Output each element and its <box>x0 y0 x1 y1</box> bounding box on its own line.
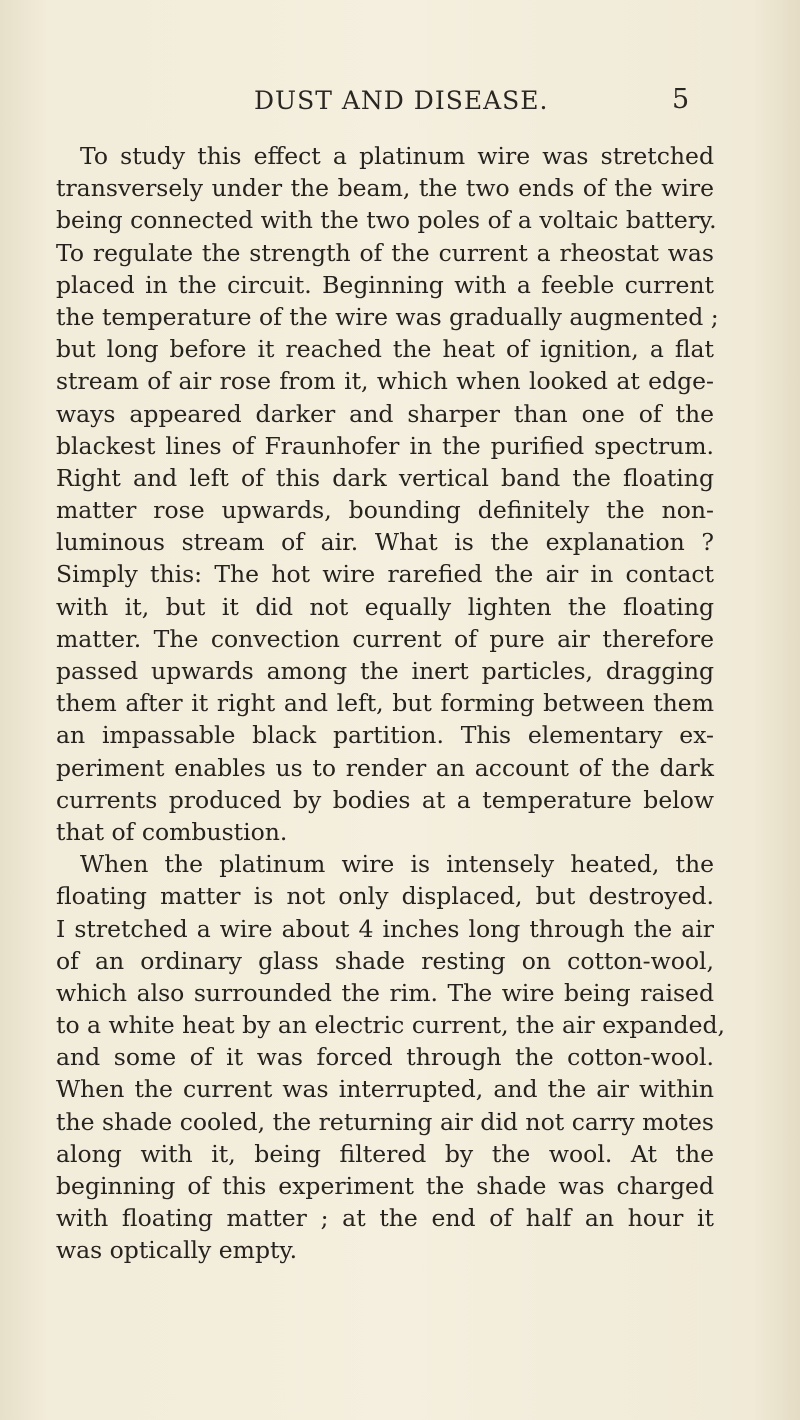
text-line: When the current was interrupted, and the air within <box>56 1075 714 1104</box>
text-line: To study this effect a platinum wire was stretched <box>80 142 714 170</box>
text-line: placed in the circuit. Beginning with a feeble current <box>56 270 714 299</box>
text-line: currents produced by bodies at a temperature below <box>56 785 714 814</box>
body-text <box>56 140 726 1267</box>
text-line: luminous stream of air. What is the explanation ? <box>56 528 714 557</box>
text-line: the temperature of the wire was gradually augmented ; <box>56 302 719 331</box>
text-line: with it, but it did not equally lighten the floating <box>56 592 714 621</box>
page-number: 5 <box>672 84 690 115</box>
text-line: matter. The convection current of pure air therefore <box>56 624 714 653</box>
text-line: was optically empty. <box>56 1236 298 1265</box>
text-line: and some of it was forced through the cotton-wool. <box>56 1043 714 1072</box>
text-line: stream of air rose from it, which when looked at edge- <box>56 367 714 396</box>
text-line: to a white heat by an electric current, the air expanded, <box>56 1011 726 1040</box>
text-line: Simply this: The hot wire rarefied the air in contact <box>56 560 714 589</box>
text-line: an impassable black partition. This elementary ex- <box>56 721 714 750</box>
text-line: matter rose upwards, bounding definitely the non- <box>56 496 714 525</box>
text-line: ways appeared darker and sharper than one of the <box>56 399 714 428</box>
running-title: DUST AND DISEASE. <box>254 86 549 115</box>
text-line: floating matter is not only displaced, but destroyed. <box>56 882 714 911</box>
text-line: blackest lines of Fraunhofer in the purified spectrum. <box>56 431 714 460</box>
text-line: I stretched a wire about 4 inches long through the air <box>56 914 714 943</box>
text-line: being connected with the two poles of a voltaic battery. <box>56 206 717 235</box>
text-line: along with it, being filtered by the wool. At the <box>56 1139 714 1168</box>
page-header <box>0 86 800 126</box>
text-line: but long before it reached the heat of ignition, a flat <box>56 335 714 364</box>
text-line: To regulate the strength of the current a rheostat was <box>56 238 714 267</box>
text-line: that of combustion. <box>56 817 288 846</box>
text-line: with floating matter ; at the end of half an hour it <box>56 1204 714 1233</box>
text-line: the shade cooled, the returning air did not carry motes <box>56 1107 714 1136</box>
text-line: Right and left of this dark vertical band the floating <box>56 463 714 492</box>
text-line: beginning of this experiment the shade was charged <box>56 1172 714 1200</box>
text-line: which also surrounded the rim. The wire being raised <box>56 978 714 1007</box>
text-line: of an ordinary glass shade resting on cotton-wool, <box>56 946 714 975</box>
text-line: passed upwards among the inert particles, dragging <box>56 657 714 685</box>
text-line: When the platinum wire is intensely heated, the <box>80 850 714 879</box>
text-line: them after it right and left, but forming between them <box>56 689 714 718</box>
text-line: periment enables us to render an account of the dark <box>56 753 714 782</box>
text-line: transversely under the beam, the two ends of the wire <box>56 174 714 203</box>
